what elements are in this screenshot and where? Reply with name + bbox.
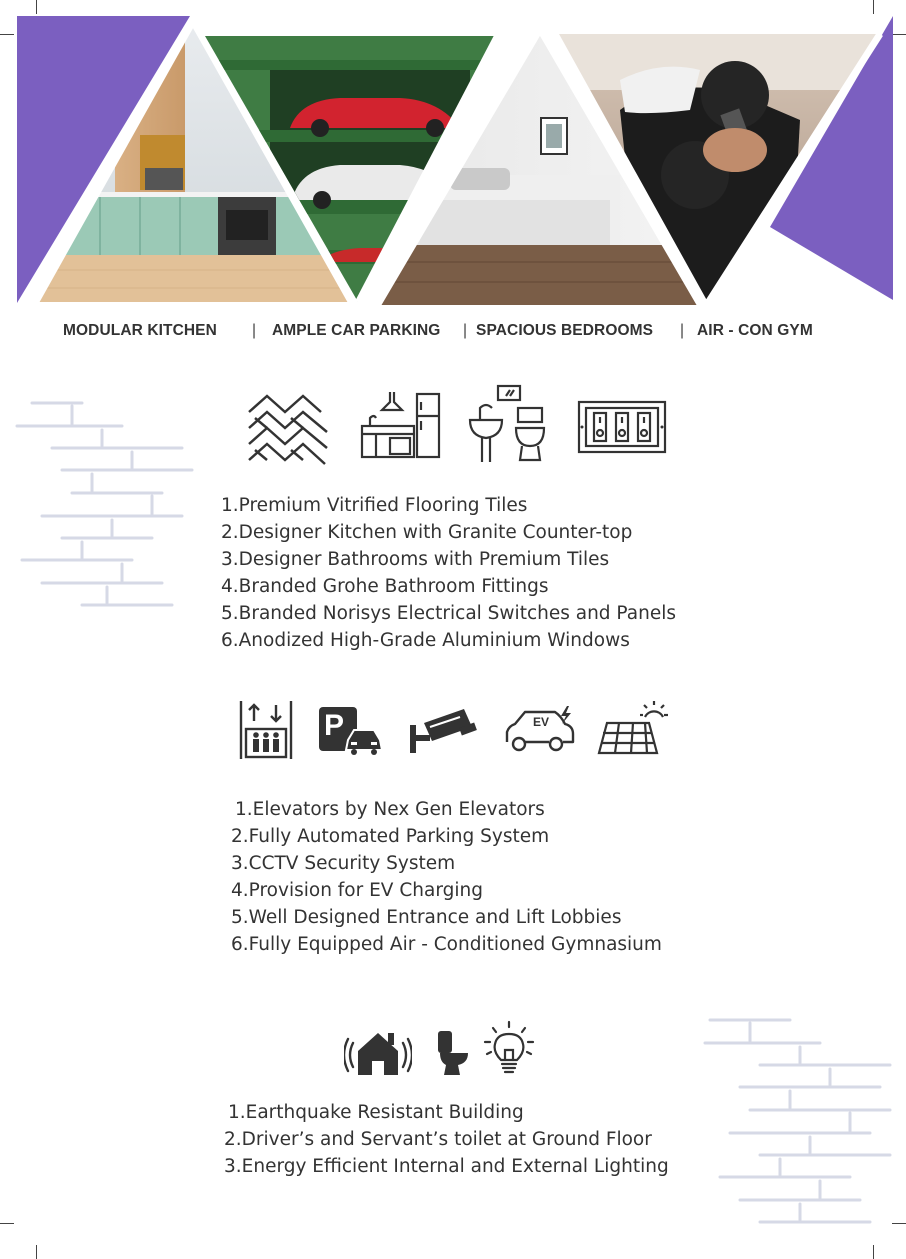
caption-gym: AIR - CON GYM	[697, 322, 813, 339]
list-item: 2.Driver’s and Servant’s toilet at Ground Floor	[224, 1129, 652, 1150]
list-item: 1.Elevators by Nex Gen Elevators	[235, 799, 545, 820]
caption-car-parking: AMPLE CAR PARKING	[272, 322, 441, 339]
electrical-switch-panel-icon	[577, 400, 667, 454]
list-item: 1.Premium Vitrified Flooring Tiles	[221, 495, 528, 516]
list-item: 3.CCTV Security System	[231, 853, 456, 874]
list-item: 6.Anodized High-Grade Aluminium Windows	[221, 630, 630, 651]
caption-separator: |	[463, 322, 468, 339]
cctv-camera-icon	[408, 705, 480, 755]
list-item: 5.Well Designed Entrance and Lift Lobbies	[231, 907, 622, 928]
solar-panel-icon	[597, 699, 669, 755]
crop-mark	[36, 1245, 37, 1259]
hero-captions	[0, 322, 906, 344]
light-bulb-icon	[483, 1020, 535, 1078]
herringbone-flooring-icon	[245, 392, 331, 468]
brick-pattern-right	[700, 1015, 900, 1230]
list-item: 4.Provision for EV Charging	[231, 880, 483, 901]
crop-mark	[0, 1223, 14, 1224]
parking-icon	[318, 706, 384, 756]
parking-letter: P	[324, 709, 345, 742]
ev-charging-icon	[503, 704, 577, 752]
list-item: 2.Fully Automated Parking System	[231, 826, 550, 847]
kitchen-appliances-icon	[360, 388, 442, 460]
list-item: 3.Energy Efficient Internal and External Lighting	[224, 1156, 669, 1177]
brick-pattern-left	[12, 398, 212, 613]
caption-bedrooms: SPACIOUS BEDROOMS	[476, 322, 654, 339]
feature-list-safety	[224, 1099, 669, 1180]
ev-label: EV	[533, 715, 550, 729]
feature-list-interiors	[221, 492, 676, 654]
list-item: 1.Earthquake Resistant Building	[228, 1102, 524, 1123]
caption-separator: |	[680, 322, 685, 339]
feature-list-amenities	[231, 796, 662, 958]
list-item: 3.Designer Bathrooms with Premium Tiles	[221, 549, 610, 570]
list-item: 2.Designer Kitchen with Granite Counter-top	[221, 522, 633, 543]
hero-collage	[0, 0, 906, 320]
caption-separator: |	[252, 322, 257, 339]
toilet-icon	[436, 1029, 470, 1077]
earthquake-house-icon	[344, 1027, 412, 1077]
bathroom-fittings-icon	[468, 384, 550, 464]
crop-mark	[873, 1245, 874, 1259]
caption-modular-kitchen: MODULAR KITCHEN	[63, 322, 217, 339]
list-item: 5.Branded Norisys Electrical Switches and Panels	[221, 603, 676, 624]
list-item: 4.Branded Grohe Bathroom Fittings	[221, 576, 549, 597]
elevator-icon	[238, 699, 294, 761]
list-item: 6.Fully Equipped Air - Conditioned Gymnasium	[231, 934, 662, 955]
